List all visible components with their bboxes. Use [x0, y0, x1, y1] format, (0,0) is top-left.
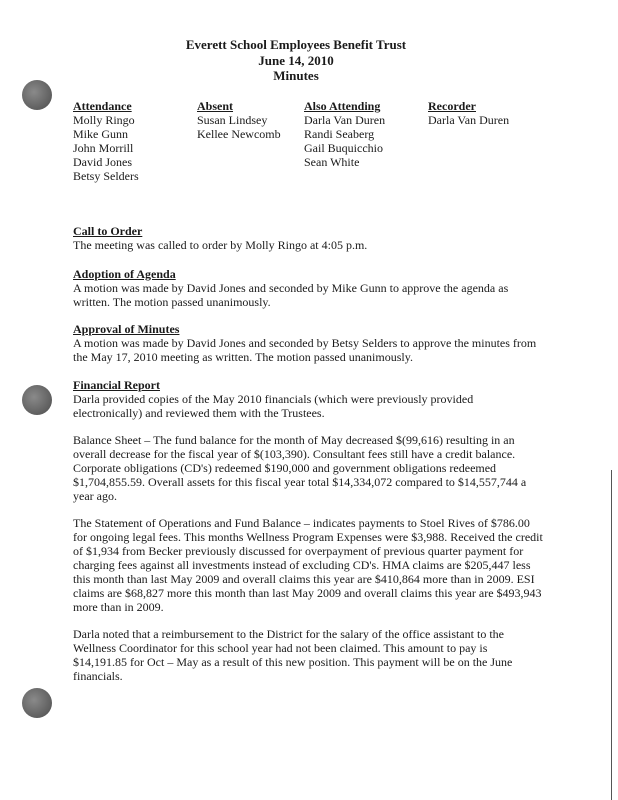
attendee-name: Molly Ringo — [73, 113, 135, 127]
approval-of-minutes-text: A motion was made by David Jones and seconded by Betsy Selders to approve the minutes from the May 17, 2010 meeting as written. The motion passed unanimously. — [73, 336, 537, 364]
absent-name: Susan Lindsey — [197, 113, 268, 127]
statement-of-operations-paragraph: The Statement of Operations and Fund Balance – indicates payments to Stoel Rives of $786.00 for ongoing legal fees. This months Wellness Program Expenses were $3,988. Received the credit of $1,934 from Becker previously discussed for overpayment of previous quarter payment for charging fees against all investments instead of excluding CD's. HMA claims are $205,447 less this month than last May 2009 and overall claims this year are $410,864 more than in 2009. ESI claims are $68,827 more this month than last May 2009 and overall claims this year are $493,943 more than in 2009. — [73, 516, 543, 614]
also-attending-column — [304, 99, 385, 169]
also-attending-name: Darla Van Duren — [304, 113, 386, 127]
balance-sheet-paragraph: Balance Sheet – The fund balance for the month of May decreased $(99,616) resulting in an overall decrease for the fiscal year of $(103,390). Consultant fees still have a credit balance. Corporate obligations (CD's) redeemed $190,000 and government obligations redeemed $1,704,855.59. Overall assets for this fiscal year total $14,334,072 compared to $14,557,744 a year ago. — [73, 433, 527, 503]
call-to-order-section — [73, 224, 543, 252]
attendee-name: Mike Gunn — [73, 127, 128, 141]
also-attending-name: Sean White — [304, 155, 360, 169]
reimbursement-paragraph: Darla noted that a reimbursement to the District for the salary of the office assistant to the Wellness Coordinator for this school year had not been claimed. This amount to pay is $14,191.85 for Oct – May as a result of this new position. This payment will be on the June financials. — [73, 627, 513, 683]
recorder-column — [428, 99, 509, 127]
attendance-heading: Attendance — [73, 99, 132, 113]
page-edge-shadow — [611, 470, 612, 800]
financial-report-text: Darla provided copies of the May 2010 financials (which were previously provided electronically) and reviewed them with the Trustees. — [73, 392, 474, 420]
adoption-of-agenda-heading: Adoption of Agenda — [73, 267, 176, 281]
adoption-of-agenda-section — [73, 267, 543, 309]
absent-name: Kellee Newcomb — [197, 127, 281, 141]
meeting-date: June 14, 2010 — [258, 52, 334, 68]
binder-hole-bottom — [22, 688, 52, 718]
attendance-column — [73, 99, 139, 183]
attendee-name: David Jones — [73, 155, 132, 169]
also-attending-name: Gail Buquicchio — [304, 141, 383, 155]
call-to-order-heading: Call to Order — [73, 224, 143, 238]
call-to-order-text: The meeting was called to order by Molly Ringo at 4:05 p.m. — [73, 238, 368, 252]
also-attending-heading: Also Attending — [304, 99, 381, 113]
financial-report-heading: Financial Report — [73, 378, 160, 392]
binder-hole-top — [22, 80, 52, 110]
also-attending-name: Randi Seaberg — [304, 127, 375, 141]
approval-of-minutes-heading: Approval of Minutes — [73, 322, 180, 336]
recorder-name: Darla Van Duren — [428, 113, 510, 127]
binder-hole-middle — [22, 385, 52, 415]
org-title: Everett School Employees Benefit Trust — [185, 37, 407, 52]
recorder-heading: Recorder — [428, 99, 476, 113]
absent-column — [197, 99, 281, 141]
doc-type-title: Minutes — [273, 68, 319, 83]
approval-of-minutes-section — [73, 322, 543, 364]
document-header — [0, 37, 592, 84]
adoption-of-agenda-text: A motion was made by David Jones and seconded by Mike Gunn to approve the agenda as written. The motion passed unanimously. — [73, 281, 509, 309]
absent-heading: Absent — [197, 99, 234, 113]
financial-report-section — [73, 378, 543, 420]
attendee-name: John Morrill — [73, 141, 134, 155]
attendee-name: Betsy Selders — [73, 169, 139, 183]
